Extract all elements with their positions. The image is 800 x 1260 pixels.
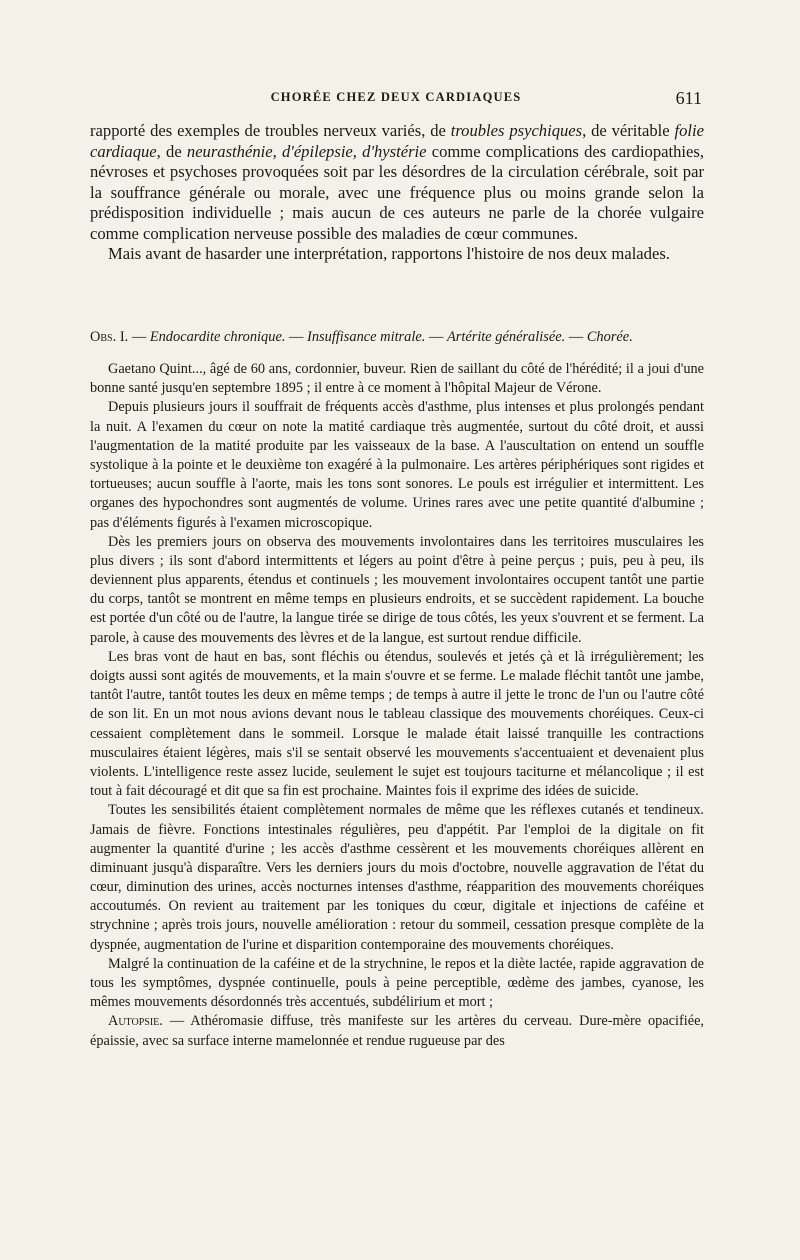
observation-paragraph-1: Gaetano Quint..., âgé de 60 ans, cordonnier, buveur. Rien de saillant du côté de l'hérédité; il a joui d'une bonne santé jusqu'en septembre 1895 ; il entre à ce moment à l'hôpital Majeur de Vérone. <box>90 361 704 397</box>
observation-paragraph-6: Malgré la continuation de la caféine et de la strychnine, le repos et la diète lactée, rapide aggravation de tous les symptômes, dyspnée continuelle, pouls à peine perceptible, œdème des jambes, cyanose, les mêmes mouvements désordonnés très accentués, subdélirium et mort ; <box>90 955 704 1011</box>
term-troubles-psychiques: troubles psychiques <box>450 121 583 140</box>
observation-title-1: Endocardite chronique. <box>149 329 286 345</box>
observation-paragraph-4: Les bras vont de haut en bas, sont fléchis ou étendus, soulevés et jetés çà et là irrégulièrement; les doigts aussi sont agités de mouvements, et la main s'ouvre et se ferme. Le malade fléchit tantôt une jambe, tantôt l'autre, tantôt toutes les deux en même temps ; de temps à autre il jette le tronc de l'un ou l'autre côté de son lit. En un mot nous avions devant nous le tableau classique des mouvements choréiques. Ceux-ci cessaient complètement dans le sommeil. Lorsque le malade était laissé tranquille les contractions musculaires étaient légères, mais s'il se sentait observé les mouvements s'accentuaient et devenaient plus violents. L'intelligence reste assez lucide, seulement le sujet est toujours taciturne et mélancolique ; il est tout à fait découragé et dit que sa fin est prochaine. Maintes fois il exprime des idées de suicide. <box>90 648 704 800</box>
running-head <box>90 88 702 112</box>
observation-paragraph-3: Dès les premiers jours on observa des mouvements involontaires dans les territoires musculaires les plus divers ; ils sont d'abord intermittents et légers au point d'être à peine perçus ; puis, peu à peu, ils deviennent plus apparents, étendus et continuels ; les mouvement involontaires occupent tantôt une partie du corps, tantôt se montrent en même temps en plusieurs endroits, et se succèdent rapidement. La bouche est portée d'un côté ou de l'autre, la langue tirée se dirige de tous côtés, les yeux s'ouvrent et se ferment. La parole, à cause des mouvements des lèvres et de la langue, est surtout rendue difficile. <box>90 533 704 646</box>
term-neurasthenie: neurasthénie <box>186 141 273 161</box>
observation-title-2: Insuffisance mitrale. <box>307 329 426 345</box>
observation-title-3: Artérite généralisée. <box>446 329 566 345</box>
intro-text <box>90 121 704 265</box>
page-number: 611 <box>675 88 702 108</box>
observation-heading: Obs. I. — Endocardite chronique. — Insuffisance mitrale. — Artérite généralisée. — Chorée. <box>90 329 633 345</box>
observation-paragraph-5: Toutes les sensibilités étaient complètement normales de même que les réflexes cutanés et tendineux. Jamais de fièvre. Fonctions intestinales régulières, peu d'appétit. Par l'emploi de la digitale on fit augmenter la quantité d'urine ; les accès d'asthme cessèrent et les mouvements choréiques allèrent en diminuant jusqu'à disparaître. Vers les derniers jours du mois d'octobre, nouvelle aggravation de l'état du cœur, diminution des urines, accès nocturnes intenses d'asthme, réapparition des mouvements choréiques accoutumés. On revient au traitement par les toniques du cœur, digitale et injections de caféine et strychnine ; après trois jours, nouvelle amélioration : retour du sommeil, cessation presque complète de la dyspnée, augmentation de l'urine et disparition contemporaine des mouvements choréiques. <box>90 802 704 953</box>
intro-paragraph-2: Mais avant de hasarder une interprétation, rapportons l'histoire de nos deux malades. <box>108 244 670 263</box>
intro-paragraph-1: rapporté des exemples de troubles nerveux variés, de troubles psychiques, de véritable folie cardiaque, de neurasthénie, d'épilepsie, d'hystérie comme complications des cardiopathies, névroses et psychoses provoquées soit par les désordres de la circulation cérébrale, soit par la souffrance générale ou morale, avec une fréquence plus ou moins grande selon la prédisposition individuelle ; mais aucun de ces auteurs ne parle de la chorée vulgaire comme complication nerveuse possible des maladies de cœur communes. <box>90 121 705 243</box>
observation-body <box>90 360 704 1051</box>
observation-paragraph-2: Depuis plusieurs jours il souffrait de fréquents accès d'asthme, plus intenses et plus prolongés pendant la nuit. A l'examen du cœur on note la matité cardiaque très augmentée, surtout du côté droit, et aussi l'augmentation de la matité produite par les vaisseaux de la base. A l'auscultation on entend un souffle systolique à la pointe et le deuxième ton exagéré à la pulmonaire. Les artères périphériques sont rigides et tortueuses; aucun souffle à l'aorte, mais les tons sont sonores. Le pouls est irrégulier et intermittent. Les organes des hypochondres sont augmentés de volume. Urines rares avec une petite quantité d'albumine ; pas d'éléments figurés à l'examen microscopique. <box>90 399 704 531</box>
term-hysterie: d'hystérie <box>362 141 427 161</box>
term-folie-cardiaque: folie cardiaque <box>90 121 704 161</box>
autopsy-label: Autopsie. <box>108 1013 163 1030</box>
observation-label: Obs. I. <box>90 329 129 345</box>
observation-title-4: Chorée. <box>586 329 633 345</box>
running-title: CHORÉE CHEZ DEUX CARDIAQUES <box>270 90 522 104</box>
term-epilepsie: d'épilepsie <box>281 141 353 161</box>
autopsy-paragraph: Autopsie. — Athéromasie diffuse, très manifeste sur les artères du cerveau. Dure-mère opacifiée, épaissie, avec sa surface interne mamelonnée et rendue rugueuse par des <box>90 1013 704 1049</box>
